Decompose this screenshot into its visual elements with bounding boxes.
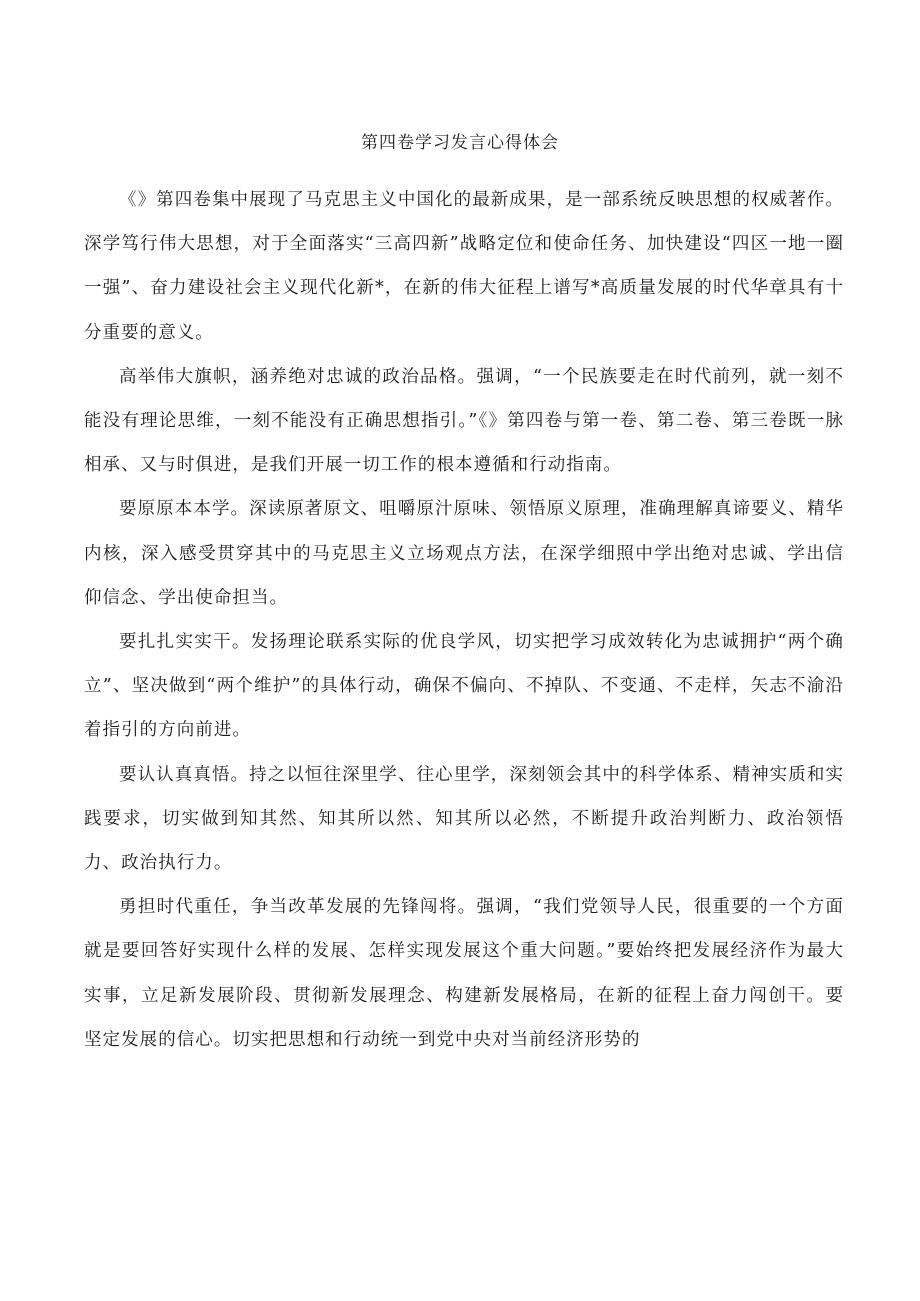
document-title: 第四卷学习发言心得体会 <box>361 133 559 153</box>
paragraph-intro: 《》第四卷集中展现了马克思主义中国化的最新成果，是一部系统反映思想的权威著作。深学笃行伟大思想，对于全面落实“三高四新”战略定位和使命任务、加快建设“四区一地一圈一强”、奋力建设社会主义现代化新*，在新的伟大征程上谱写*高质量发展的时代华章具有十分重要的意义。 <box>84 190 844 343</box>
paragraph-comprehend: 要认认真真悟。持之以恒往深里学、往心里学，深刻领会其中的科学体系、精神实质和实践要求，切实做到知其然、知其所以然、知其所以必然，不断提升政治判断力、政治领悟力、政治执行力。 <box>84 764 844 874</box>
paragraph-banner: 高举伟大旗帜，涵养绝对忠诚的政治品格。强调，“一个民族要走在时代前列，就一刻不能没有理论思维，一刻不能没有正确思想指引。”《》第四卷与第一卷、第二卷、第三卷既一脉相承、又与时俱进，是我们开展一切工作的根本遵循和行动指南。 <box>84 366 844 476</box>
document-body <box>84 178 844 1062</box>
paragraph-responsibility: 勇担时代重任，争当改革发展的先锋闯将。强调，“我们党领导人民，很重要的一个方面就是要回答好实现什么样的发展、怎样实现发展这个重大问题。”要始终把发展经济作为最大实事，立足新发展阶段、贯彻新发展理念、构建新发展格局，在新的征程上奋力闯创干。要坚定发展的信心。切实把思想和行动统一到党中央对当前经济形势的 <box>84 897 844 1050</box>
paragraph-study: 要原原本本学。深读原著原文、咀嚼原汁原味、领悟原义原理，准确理解真谛要义、精华内核，深入感受贯穿其中的马克思主义立场观点方法，在深学细照中学出绝对忠诚、学出信仰信念、学出使命担当。 <box>84 499 844 608</box>
paragraph-practice: 要扎扎实实干。发扬理论联系实际的优良学风，切实把学习成效转化为忠诚拥护“两个确立”、坚决做到“两个维护”的具体行动，确保不偏向、不掉队、不变通、不走样，矢志不渝沿着指引的方向前进。 <box>84 632 844 741</box>
